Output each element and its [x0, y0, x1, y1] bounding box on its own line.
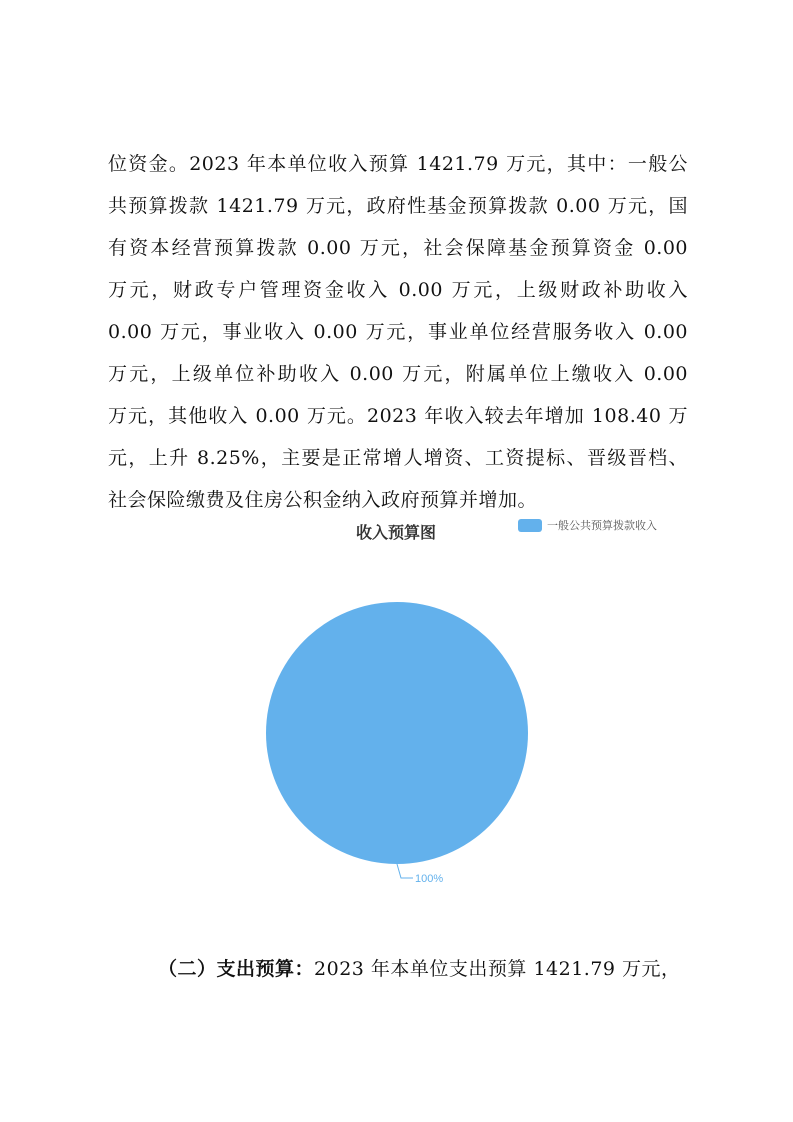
pie-svg: [250, 508, 690, 898]
pie-slice[interactable]: [266, 602, 528, 864]
paragraph-line: 万元，上级单位补助收入 0.00 万元，附属单位上缴收入 0.00: [108, 363, 688, 385]
paragraph-line: 位资金。2023 年本单位收入预算 1421.79 万元，其中：一般公: [108, 153, 688, 175]
income-budget-pie-chart: [250, 508, 690, 898]
slice-label-leader: [397, 864, 413, 878]
paragraph-line: 万元，财政专户管理资金收入 0.00 万元，上级财政补助收入: [108, 279, 688, 301]
income-budget-paragraph: [108, 143, 688, 521]
chart-title: 收入预算图: [356, 525, 437, 542]
legend-label: 一般公共预算拨款收入: [547, 520, 657, 532]
paragraph-line: 共预算拨款 1421.79 万元，政府性基金预算拨款 0.00 万元，国: [108, 195, 688, 217]
section-text: 2023 年本单位支出预算 1421.79 万元，: [314, 958, 681, 980]
paragraph-line: 万元，其他收入 0.00 万元。2023 年收入较去年增加 108.40 万: [108, 405, 688, 427]
paragraph-line: 有资本经营预算拨款 0.00 万元，社会保障基金预算资金 0.00: [108, 237, 688, 259]
paragraph-line: 社会保险缴费及住房公积金纳入政府预算并增加。: [108, 489, 538, 511]
expenditure-budget-section: [158, 954, 681, 981]
slice-label: 100%: [415, 873, 444, 885]
paragraph-line: 元，上升 8.25%，主要是正常增人增资、工资提标、晋级晋档、: [108, 447, 688, 469]
paragraph-line: 0.00 万元，事业收入 0.00 万元，事业单位经营服务收入 0.00: [108, 321, 688, 343]
section-heading: （二）支出预算：: [158, 958, 315, 980]
